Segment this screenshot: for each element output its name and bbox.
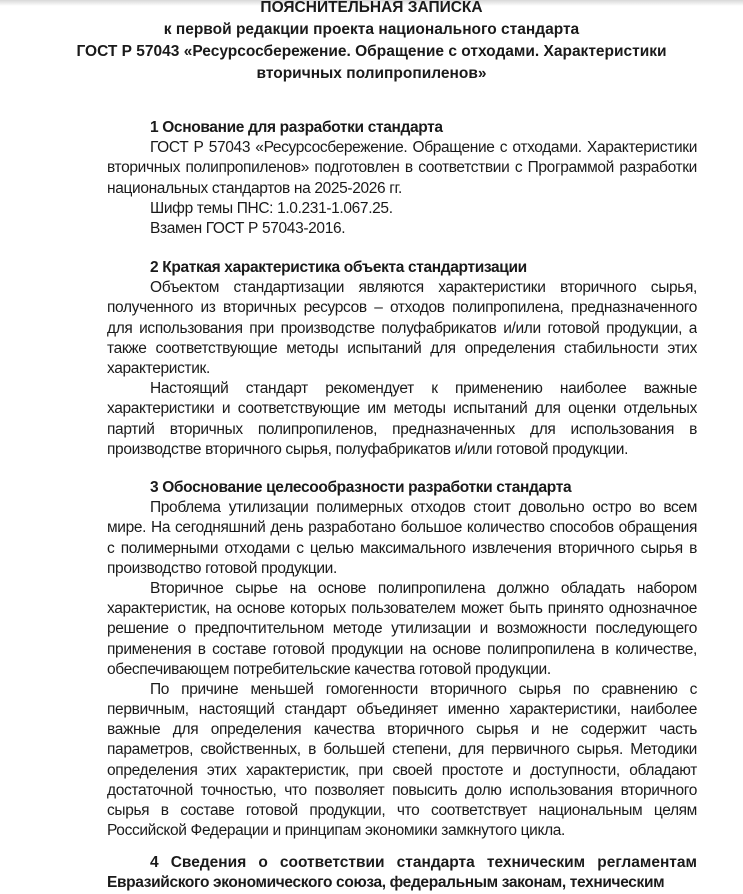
paragraph-line: характеристик. [107, 359, 210, 377]
paragraph-line: Российской Федерации и принципам экономики замкнутого цикла. [107, 822, 566, 840]
document-standard-name: ГОСТ Р 57043 «Ресурсосбережение. Обращение с отходами. Характеристики [76, 43, 667, 60]
paragraph-line: Вторичное сырье на основе полипропилена должно обладать набором [150, 579, 697, 597]
section-2 [107, 258, 697, 460]
section-1 [107, 118, 697, 239]
paragraph-line: По причине меньшей гомогенности вторичного сырья по сравнению с [150, 680, 697, 698]
paragraph-line: партий вторичных полипропиленов, предназначенных для использования в [107, 420, 697, 438]
document-subtitle: к первой редакции проекта национального стандарта [163, 21, 580, 38]
paragraph-line: вторичных полипропиленов» подготовлен в соответствии с Программой разработки [107, 159, 697, 177]
document-standard-name-cont: вторичных полипропиленов» [256, 65, 487, 82]
paragraph-line: национальных стандартов на 2025-2026 гг. [107, 179, 402, 197]
paragraph-line: достаточной точностью, что позволяет повысить долю использования вторичного [107, 781, 697, 799]
paragraph-line: также соответствующие методы испытаний для определения стабильности этих [107, 339, 697, 357]
paragraph-line: Взамен ГОСТ Р 57043-2016. [150, 219, 346, 237]
paragraph-line: Проблема утилизации полимерных отходов стоит довольно остро во всем [150, 499, 697, 517]
paragraph-line: обеспечивающем потребительские качества готовой продукции. [107, 660, 551, 678]
paragraph-line: первичным, настоящий стандарт объединяет именно характеристики, наиболее [107, 701, 697, 719]
paragraph-line: решение о предпочтительном методе утилизации и возможности последующего [107, 620, 697, 638]
section-heading: 3 Обоснование целесообразности разработки стандарта [150, 479, 572, 496]
paragraph-line: Шифр темы ПНС: 1.0.231-1.067.25. [150, 199, 393, 217]
paragraph-line: производство готовой продукции. [107, 559, 337, 577]
paragraph-line: применения в составе готовой продукции на основе полипропилена в количестве, [107, 640, 697, 658]
paragraph-line: мире. На сегодняшний день разработано большое количество способов обращения [107, 519, 697, 537]
paragraph-line: полученного из вторичных ресурсов – отходов полипропилена, предназначенного [107, 299, 697, 317]
paragraph-line: определения этих характеристик, при своей простоте и доступности, обладают [107, 761, 697, 779]
section-4 [107, 853, 697, 893]
paragraph-line: характеристики и соответствующие им методы испытаний для оценки отдельных [107, 400, 697, 418]
paragraph-line: сырья в составе готовой продукции, что соответствует национальным целям [107, 802, 697, 819]
section-heading: 4 Сведения о соответствии стандарта техническим регламентам [150, 854, 697, 871]
paragraph-line: важные для определения качества вторичного сырья и не содержит часть [107, 721, 697, 739]
paragraph-line: параметров, свойственных, в большей степени, для первичного сырья. Методики [107, 741, 697, 759]
paragraph-line: Объектом стандартизации являются характеристики вторичного сырья, [150, 279, 697, 297]
paragraph-line: производстве вторичного сырья, полуфабрикатов и/или готовой продукции. [107, 440, 629, 458]
paragraph-line: с полимерными отходами с целью максимального извлечения вторичного сырья в [107, 539, 697, 557]
paragraph-line: для использования при производстве полуфабрикатов и/или готовой продукции, а [107, 319, 697, 337]
paragraph-line: ГОСТ Р 57043 «Ресурсосбережение. Обращение с отходами. Характеристики [150, 139, 697, 157]
section-heading: 1 Основание для разработки стандарта [150, 119, 443, 136]
section-3 [107, 478, 697, 841]
section-heading: 2 Краткая характеристика объекта стандартизации [150, 259, 527, 276]
paragraph-line: характеристик, на основе которых пользователем может быть принято однозначное [107, 600, 697, 618]
section-heading: Евразийского экономического союза, федеральным законам, техническим [107, 874, 665, 892]
document-title: ПОЯСНИТЕЛЬНАЯ ЗАПИСКА [260, 0, 483, 16]
paragraph-line: Настоящий стандарт рекомендует к применению наиболее важные [150, 380, 697, 398]
